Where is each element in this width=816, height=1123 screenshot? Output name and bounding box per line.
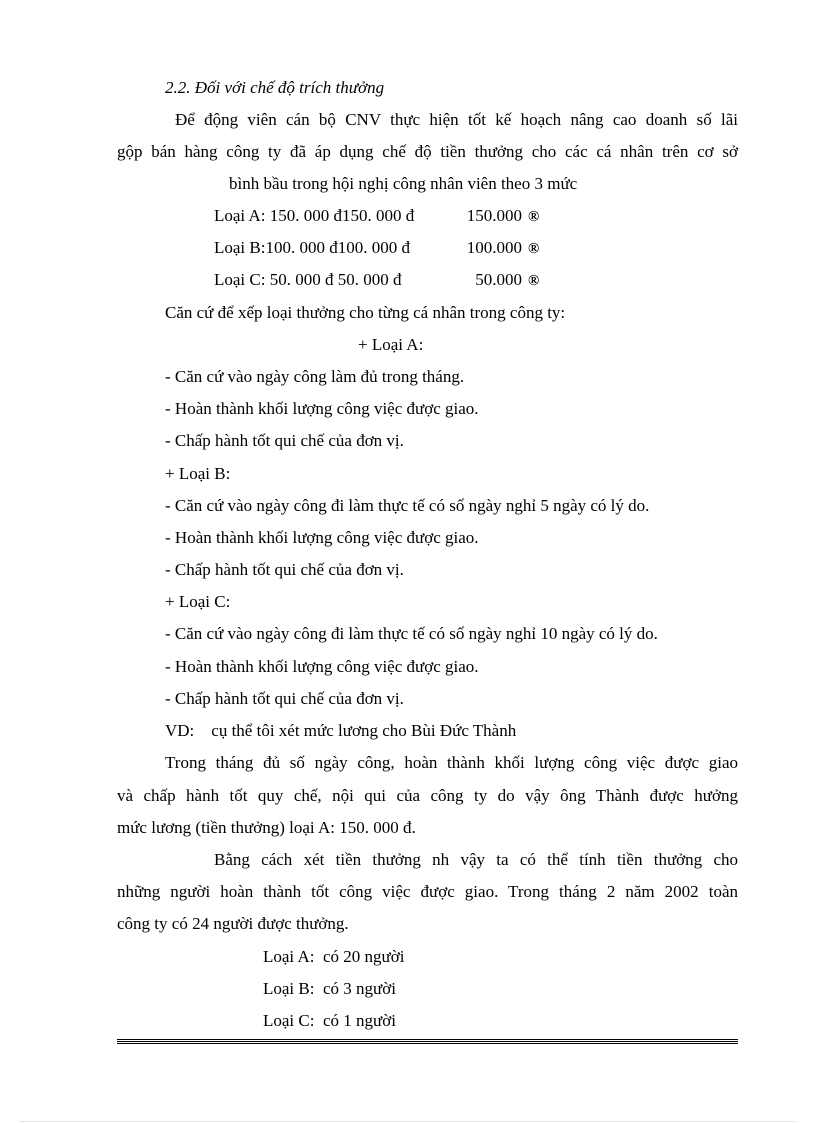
intro-line-2: gộp bán hàng công ty đã áp dụng chế độ tiền thưởng cho các cá nhân trên cơ sở xyxy=(117,142,738,161)
level-label: Loại C: 50. 000 đ 50. 000 đ xyxy=(214,270,402,289)
level-label: Loại B:100. 000 đ100. 000 đ xyxy=(214,238,410,257)
registered-mark-icon: ® xyxy=(528,273,540,289)
group-c-item: - Chấp hành tốt qui chế của đơn vị. xyxy=(165,689,404,708)
example-para-line-2: và chấp hành tốt quy chế, nội qui của công ty do vậy ông Thành được hưởng xyxy=(117,786,738,805)
criteria-intro: Căn cứ để xếp loại thưởng cho từng cá nhân trong công ty: xyxy=(165,303,566,322)
intro-line-1: Để động viên cán bộ CNV thực hiện tốt kế hoạch nâng cao doanh số lãi xyxy=(175,110,738,129)
method-para-line-2: những người hoàn thành tốt công việc được giao. Trong tháng 2 năm 2002 toàn xyxy=(117,882,738,901)
group-a-item: - Hoàn thành khối lượng công việc được giao. xyxy=(165,399,479,418)
group-b-item: - Căn cứ vào ngày công đi làm thực tế có số ngày nghỉ 5 ngày có lý do. xyxy=(165,496,650,515)
footer-rule xyxy=(117,1039,738,1040)
level-amount: 100.000 xyxy=(466,238,522,257)
group-c-item: - Hoàn thành khối lượng công việc được giao. xyxy=(165,657,479,676)
example-para-line-1: Trong tháng đủ số ngày công, hoàn thành khối lượng công việc được giao xyxy=(165,753,738,772)
footer-rule xyxy=(117,1041,738,1042)
group-a-item: - Căn cứ vào ngày công làm đủ trong tháng. xyxy=(165,367,465,386)
count-c: Loại C: có 1 người xyxy=(263,1011,396,1030)
group-b-title: + Loại B: xyxy=(165,464,231,483)
method-para-line-3: công ty có 24 người được thưởng. xyxy=(117,914,349,933)
group-a-item: - Chấp hành tốt qui chế của đơn vị. xyxy=(165,431,404,450)
example-para-line-3: mức lương (tiền thưởng) loại A: 150. 000 đ. xyxy=(117,818,416,837)
level-amount: 150.000 xyxy=(466,206,522,225)
group-c-item: - Căn cứ vào ngày công đi làm thực tế có số ngày nghỉ 10 ngày có lý do. xyxy=(165,624,658,643)
group-b-item: - Chấp hành tốt qui chế của đơn vị. xyxy=(165,560,404,579)
group-c-title: + Loại C: xyxy=(165,592,231,611)
example-line: VD: cụ thể tôi xét mức lương cho Bùi Đức Thành xyxy=(165,721,517,740)
count-b: Loại B: có 3 người xyxy=(263,979,396,998)
group-a-title: + Loại A: xyxy=(358,335,424,354)
count-a: Loại A: có 20 người xyxy=(263,947,405,966)
method-para-line-1: Bằng cách xét tiền thưởng nh vậy ta có thể tính tiền thưởng cho xyxy=(214,850,738,869)
registered-mark-icon: ® xyxy=(528,209,540,225)
page-bottom-dotted-line xyxy=(20,1121,796,1122)
group-b-item: - Hoàn thành khối lượng công việc được giao. xyxy=(165,528,479,547)
footer-rule xyxy=(117,1043,738,1044)
registered-mark-icon: ® xyxy=(528,241,540,257)
section-heading: 2.2. Đối với chế độ trích thưởng xyxy=(165,78,385,97)
intro-line-3: bình bầu trong hội nghị công nhân viên theo 3 mức xyxy=(229,174,578,193)
level-amount: 50.000 xyxy=(475,270,522,289)
level-label: Loại A: 150. 000 đ150. 000 đ xyxy=(214,206,415,225)
